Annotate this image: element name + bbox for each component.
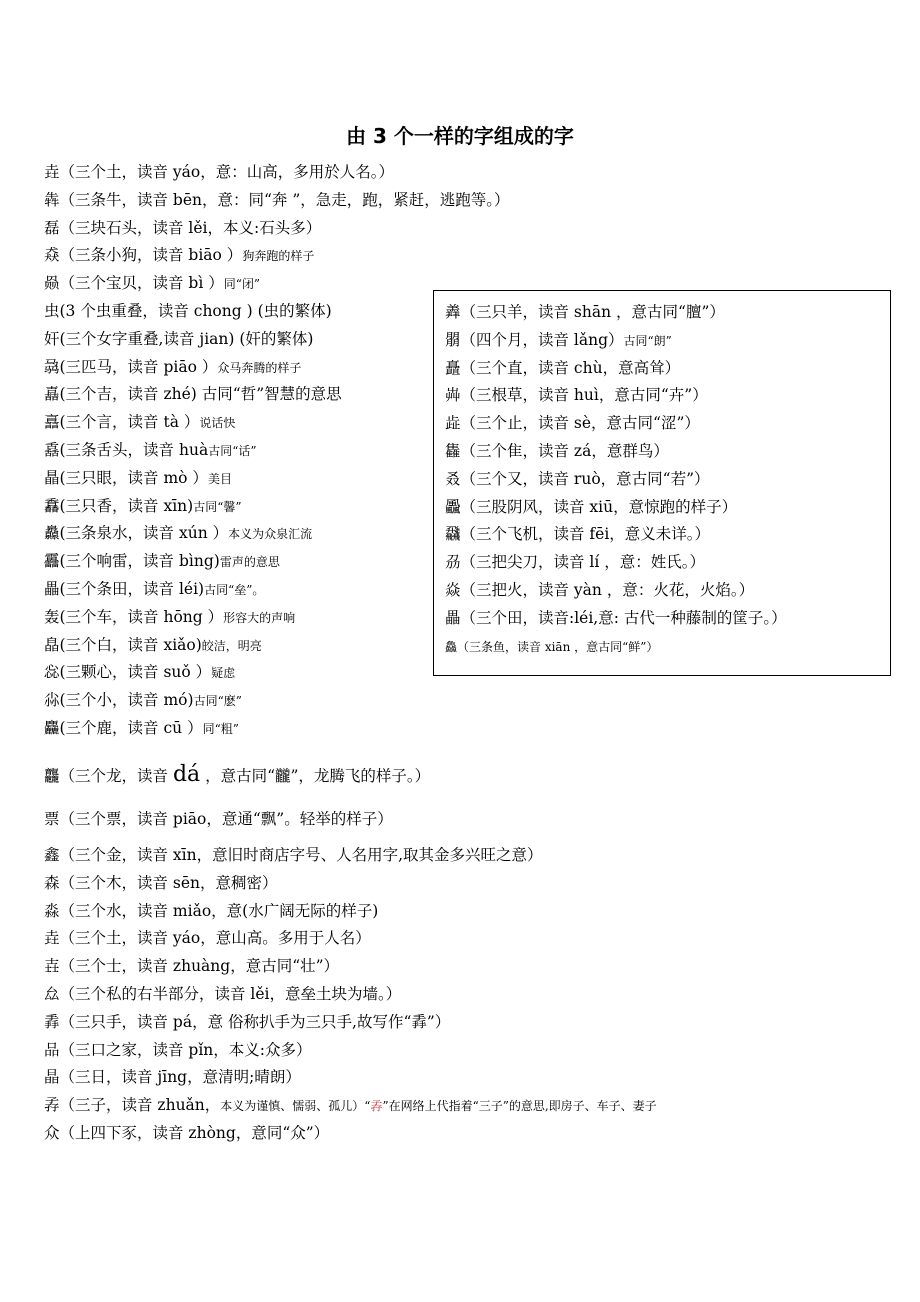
list-item: 馫(三只香，读音 xīn)古同“馨” (44, 496, 242, 515)
list-item: 垚（三个土，读音 yáo，意山高。多用于人名） (44, 929, 371, 948)
list-item: 鱻（三条鱼，读音 xiān ，意古同“鲜”） (445, 639, 659, 654)
boxed-entry-list (445, 299, 787, 660)
list-item: 鑫（三个金，读音 xīn，意旧时商店字号、人名用字,取其金多兴旺之意） (44, 846, 543, 864)
list-item: 舙(三条舌头，读音 huà古同“话” (44, 440, 257, 459)
list-item: 刕（三把尖刀，读音 lí ，意：姓氏。） (445, 553, 706, 572)
list-item: 孨（三子，读音 zhuǎn，本义为谨慎、懦弱、孤儿）“孨”在网络上代指着“三子”的意思,即房子、车子、妻子 (44, 1096, 657, 1115)
list-item: 众（上四下豕，读音 zhòng，意同“众”） (44, 1123, 330, 1142)
list-item: 奸(三个女字重叠,读音 jian) (奸的繁体) (44, 329, 314, 348)
list-item: 矗（三个直，读音 chù，意高耸） (445, 358, 681, 377)
list-item: 歮（三个止，读音 sè，意古同“涩”） (445, 414, 700, 433)
list-item: 品（三口之家，读音 pǐn，本义:众多） (44, 1040, 312, 1059)
list-item: 龘（三个龙，读音 dá ，意古同“龖”，龙腾飞的样子。） (44, 762, 431, 787)
boxed-entry-panel (433, 290, 891, 676)
list-item: 轰(三个车，读音 hōng ）形容大的声响 (44, 607, 296, 626)
list-item: 骉(三匹马，读音 piāo ）众马奔腾的样子 (44, 357, 302, 376)
list-item: 淼（三个水，读音 miǎo，意(水广阔无际的样子) (44, 901, 379, 920)
list-item: 猋（三条小狗，读音 biāo ）狗奔跑的样子 (44, 246, 315, 265)
list-item: 晶（三日，读音 jīng，意清明;晴朗） (44, 1068, 301, 1087)
list-item: 灥(三条泉水，读音 xún ）本义为众泉汇流 (44, 524, 313, 543)
list-item: 磊（三块石头，读音 lěi，本义:石头多） (44, 218, 322, 237)
list-item: 飍（三股阴风，读音 xiū，意惊跑的样子） (445, 497, 738, 516)
list-item: 畾（三个田，读音:léi,意: 古代一种藤制的筐子。） (445, 608, 787, 627)
list-item: 厽（三个私的右半部分，读音 lěi，意垒土块为墙。） (44, 984, 402, 1003)
list-item: 芔（三根草，读音 huì，意古同“卉”） (445, 386, 708, 405)
list-item: 羴（三只羊，读音 shān ，意古同“膻”） (445, 303, 725, 321)
page-title: 由 3 个一样的字组成的字 (346, 124, 574, 148)
list-item: 壵（三个士，读音 zhuàng，意古同“壮”） (44, 957, 340, 976)
list-item: 瞐(三只眼，读音 mò ）美目 (44, 468, 232, 487)
list-item: 尛(三个小，读音 mó)古同“麽” (44, 691, 242, 710)
list-item: 靐(三个响雷，读音 bìng)雷声的意思 (44, 552, 280, 571)
bottom-entry-list (44, 752, 904, 1148)
list-item: 虫(3 个虫重叠，读音 chong ) (虫的繁体) (44, 301, 332, 320)
list-item: 朤（四个月，读音 lǎng）古同“朗” (445, 330, 672, 349)
list-item: 森（三个木，读音 sēn，意稠密） (44, 873, 278, 892)
list-item: 垚（三个土，读音 yáo，意：山高，多用於人名。） (44, 163, 395, 181)
list-item: 惢(三颗心，读音 suǒ ）疑虑 (44, 663, 236, 682)
list-item: 赑（三个宝贝，读音 bì ）同“闭” (44, 274, 261, 293)
list-item: 畾(三个条田，读音 léi)古同“垒”。 (44, 579, 265, 598)
list-item: 皛(三个白，读音 xiǎo)皎洁，明亮 (44, 635, 262, 654)
list-item: 飝（三个飞机，读音 fēi，意义未详。） (445, 525, 711, 544)
list-item: 掱（三只手，读音 pá，意 俗称扒手为三只手,故写作“掱”） (44, 1012, 451, 1031)
list-item: 叒（三个又，读音 ruò，意古同“若”） (445, 469, 710, 488)
list-item: 嚞(三个吉，读音 zhé) 古同“哲”智慧的意思 (44, 385, 342, 404)
list-item: 麤(三个鹿，读音 cū ）同“粗” (44, 718, 239, 737)
list-item: 犇（三条牛，读音 bēn，意：同“奔 ”，急走，跑，紧赶，逃跑等。） (44, 190, 510, 209)
left-entry-list (44, 159, 510, 743)
list-item: 票（三个票，读音 piāo，意通“飘”。轻举的样子） (44, 810, 393, 828)
list-item: 雥（三个隹，读音 zá，意群鸟） (445, 441, 669, 460)
list-item: 譶(三个言，读音 tà ）说话快 (44, 413, 236, 432)
list-item: 焱（三把火，读音 yàn ，意：火花，火焰。） (445, 580, 755, 599)
